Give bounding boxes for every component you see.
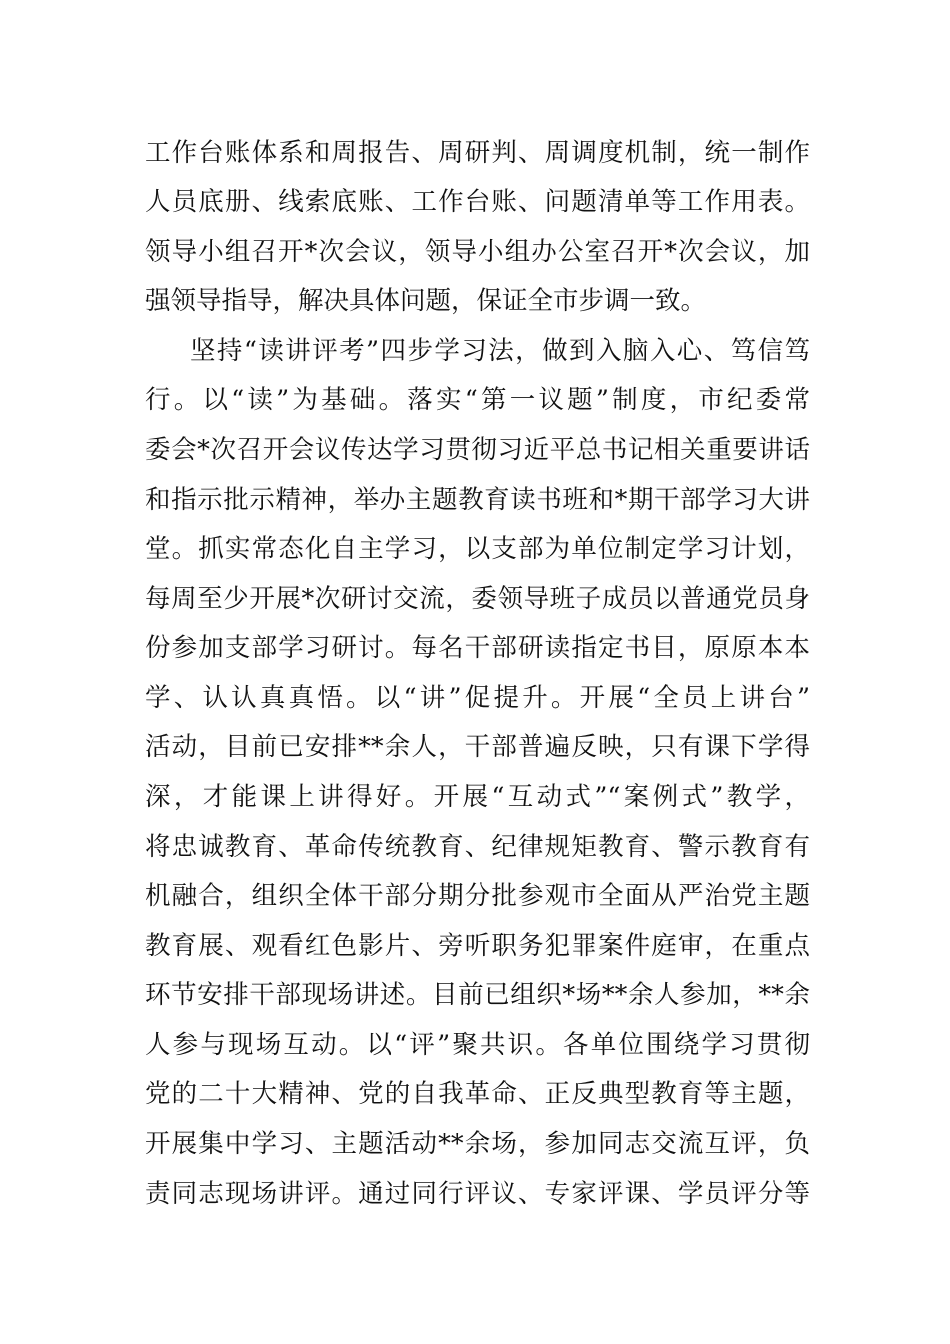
text-line: 机融合，组织全体干部分期分批参观市全面从严治党主题 bbox=[145, 881, 810, 911]
text-line: 委会*次召开会议传达学习贯彻习近平总书记相关重要讲话 bbox=[145, 435, 810, 465]
text-line: 环节安排干部现场讲述。目前已组织*场**余人参加，**余 bbox=[145, 980, 810, 1010]
text-line: 人参与现场互动。以“评”聚共识。各单位围绕学习贯彻 bbox=[145, 1030, 810, 1060]
text-line: 责同志现场讲评。通过同行评议、专家评课、学员评分等 bbox=[145, 1179, 810, 1209]
text-line: 将忠诚教育、革命传统教育、纪律规矩教育、警示教育有 bbox=[145, 832, 810, 862]
text-line: 每周至少开展*次研讨交流，委领导班子成员以普通党员身 bbox=[145, 584, 810, 614]
text-line: 学、认认真真悟。以“讲”促提升。开展“全员上讲台” bbox=[145, 683, 810, 713]
text-line: 份参加支部学习研讨。每名干部研读指定书目，原原本本 bbox=[145, 633, 810, 663]
text-line: 深，才能课上讲得好。开展“互动式”“案例式”教学， bbox=[145, 782, 810, 812]
text-line: 和指示批示精神，举办主题教育读书班和*期干部学习大讲 bbox=[145, 485, 810, 515]
text-line: 行。以“读”为基础。落实“第一议题”制度，市纪委常 bbox=[145, 385, 810, 415]
text-line: 活动，目前已安排**余人，干部普遍反映，只有课下学得 bbox=[145, 732, 810, 762]
text-line: 堂。抓实常态化自主学习，以支部为单位制定学习计划， bbox=[145, 534, 810, 564]
text-line: 领导小组召开*次会议，领导小组办公室召开*次会议，加 bbox=[145, 237, 810, 267]
text-line: 人员底册、线索底账、工作台账、问题清单等工作用表。 bbox=[145, 187, 810, 217]
paragraph-first-line: 坚持“读讲评考”四步学习法，做到入脑入心、笃信笃 bbox=[190, 336, 810, 366]
text-line: 开展集中学习、主题活动**余场，参加同志交流互评，负 bbox=[145, 1129, 810, 1159]
text-line: 党的二十大精神、党的自我革命、正反典型教育等主题， bbox=[145, 1079, 810, 1109]
text-line: 工作台账体系和周报告、周研判、周调度机制，统一制作 bbox=[145, 138, 810, 168]
text-line: 强领导指导，解决具体问题，保证全市步调一致。 bbox=[145, 286, 707, 316]
text-line: 教育展、观看红色影片、旁听职务犯罪案件庭审，在重点 bbox=[145, 931, 810, 961]
